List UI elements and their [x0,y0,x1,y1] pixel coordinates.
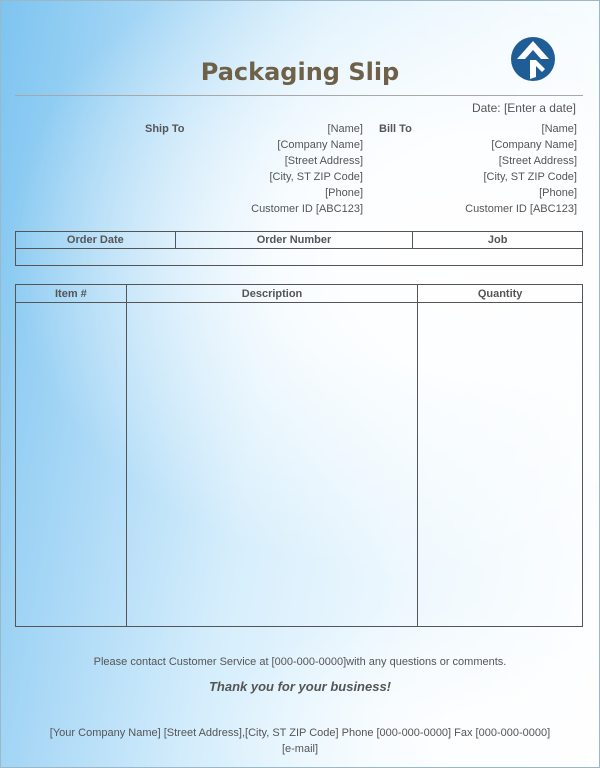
order-table-row [16,249,583,266]
document-title: Packaging Slip [200,58,400,86]
quantity-header: Quantity [418,285,583,303]
order-number-header: Order Number [175,232,413,249]
job-header: Job [413,232,583,249]
description-header: Description [126,285,417,303]
thank-you-message: Thank you for your business! [208,679,392,694]
items-table-body-row [16,303,583,627]
order-table-header-row [16,232,583,249]
bill-to-customer-id[interactable]: Customer ID [ABC123] [465,203,577,215]
ship-to-label: Ship To [145,123,185,135]
company-footer [15,725,585,757]
bill-to-company[interactable]: [Company Name] [491,139,577,151]
ship-to-customer-id[interactable]: Customer ID [ABC123] [251,203,363,215]
order-date-header: Order Date [16,232,176,249]
bill-to-label: Bill To [379,123,412,135]
items-table-header-row [16,285,583,303]
contact-note: Please contact Customer Service at [000-000-0000]with any questions or comments. [93,656,507,668]
ship-to-city[interactable]: [City, ST ZIP Code] [269,171,363,183]
bill-to-phone[interactable]: [Phone] [539,187,577,199]
order-info-table [15,231,583,266]
title-divider [15,95,583,96]
bill-to-street[interactable]: [Street Address] [498,155,577,167]
quantity-column[interactable] [418,303,583,627]
date-field[interactable]: Date: [Enter a date] [471,101,576,115]
ship-to-address [251,121,363,217]
ship-to-street[interactable]: [Street Address] [284,155,363,167]
footer-email: [e-mail] [281,743,319,755]
item-number-header: Item # [16,285,127,303]
company-logo-icon [510,36,556,82]
bill-to-address [465,121,577,217]
footer-address-line: [Your Company Name] [Street Address],[City, ST ZIP Code] Phone [000-000-0000] Fax [000-000-0000] [49,727,551,739]
ship-to-name[interactable]: [Name] [327,123,363,135]
item-number-column[interactable] [16,303,127,627]
bill-to-city[interactable]: [City, ST ZIP Code] [483,171,577,183]
items-table [15,284,583,627]
ship-to-phone[interactable]: [Phone] [325,187,363,199]
ship-to-company[interactable]: [Company Name] [277,139,363,151]
order-table-cell[interactable] [16,249,583,266]
description-column[interactable] [126,303,417,627]
bill-to-name[interactable]: [Name] [541,123,577,135]
